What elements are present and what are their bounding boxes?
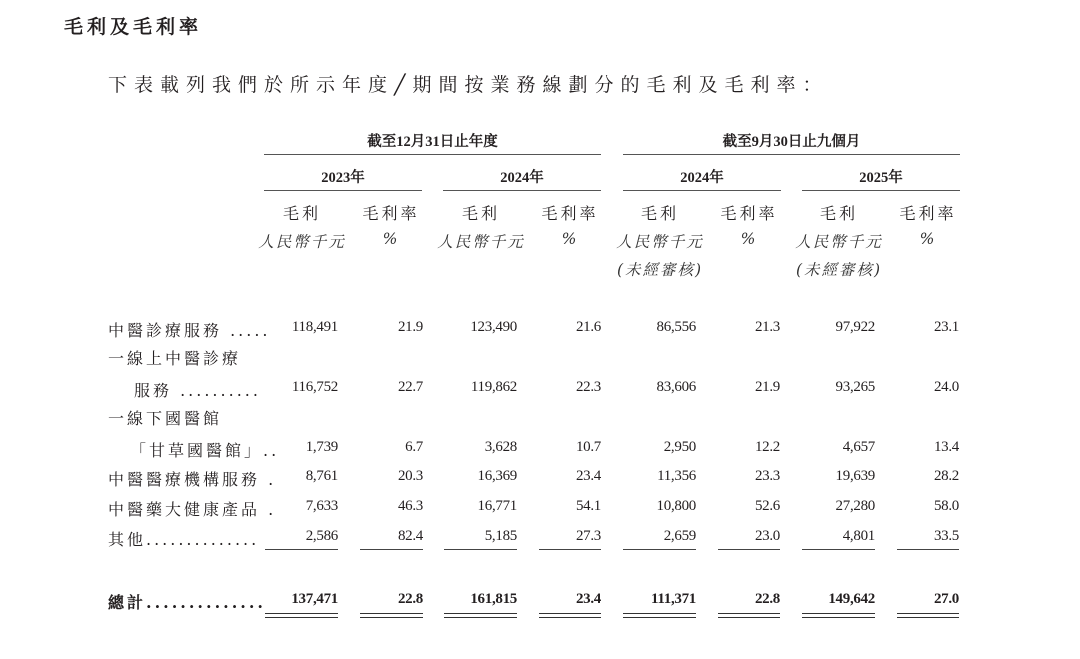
cell-value: 33.5	[933, 528, 959, 544]
col-header-margin: 毛利率	[720, 204, 778, 223]
cell-value: 93,265	[835, 379, 875, 395]
cell-value: 13.4	[933, 439, 959, 455]
cell-value: 83,606	[656, 379, 696, 395]
cell-value: 23.4	[575, 468, 601, 484]
cell-value: 19,639	[835, 468, 875, 484]
cell-value: 4,801	[842, 528, 875, 544]
total-double-rule	[360, 613, 423, 618]
cell-value: 12.2	[754, 439, 780, 455]
cell-value: 20.3	[397, 468, 423, 484]
divider	[623, 190, 781, 191]
col-header-margin: 毛利率	[899, 204, 957, 223]
col-header-profit: 毛利	[640, 204, 679, 223]
cell-value: 10,800	[656, 498, 696, 514]
unit-rmb-thousand: 人民幣千元	[795, 233, 883, 251]
cell-value: 2,586	[305, 528, 338, 544]
total-double-rule	[539, 613, 601, 618]
total-double-rule	[623, 613, 696, 618]
unit-percent: %	[740, 230, 758, 248]
unit-percent: %	[919, 230, 937, 248]
cell-value: 118,491	[291, 319, 338, 335]
total-value: 23.4	[575, 591, 601, 607]
cell-value: 21.9	[754, 379, 780, 395]
total-value: 27.0	[933, 591, 959, 607]
cell-value: 28.2	[933, 468, 959, 484]
subtotal-rule	[897, 549, 959, 550]
row-label-medical-institution: 中醫醫療機構服務 .	[108, 470, 277, 489]
cell-value: 54.1	[575, 498, 601, 514]
cell-value: 7,633	[305, 498, 338, 514]
total-double-rule	[444, 613, 517, 618]
total-value: 22.8	[754, 591, 780, 607]
col-header-margin: 毛利率	[362, 204, 420, 223]
cell-value: 22.7	[397, 379, 423, 395]
divider	[802, 190, 960, 191]
cell-value: 6.7	[405, 439, 423, 455]
cell-value: 24.0	[933, 379, 959, 395]
cell-value: 21.9	[397, 319, 423, 335]
subtotal-rule	[265, 549, 338, 550]
cell-value: 27,280	[835, 498, 875, 514]
cell-value: 23.1	[933, 319, 959, 335]
cell-value: 16,369	[477, 468, 517, 484]
cell-value: 16,771	[477, 498, 517, 514]
col-header-margin: 毛利率	[541, 204, 599, 223]
cell-value: 2,659	[663, 528, 696, 544]
cell-value: 58.0	[933, 498, 959, 514]
col-header-profit: 毛利	[461, 204, 500, 223]
cell-value: 21.6	[575, 319, 601, 335]
cell-value: 1,739	[305, 439, 338, 455]
total-double-rule	[802, 613, 875, 618]
group-header-nine-months: 截至9月30日止九個月	[722, 134, 861, 150]
unit-rmb-thousand: 人民幣千元	[616, 233, 704, 251]
cell-value: 23.3	[754, 468, 780, 484]
cell-value: 4,657	[842, 439, 875, 455]
cell-value: 2,950	[663, 439, 696, 455]
cell-value: 97,922	[835, 319, 875, 335]
cell-value: 46.3	[397, 498, 423, 514]
cell-value: 116,752	[291, 379, 338, 395]
cell-value: 21.3	[754, 319, 780, 335]
total-value: 149,642	[828, 591, 875, 607]
subtotal-rule	[718, 549, 780, 550]
intro-paragraph: 下表載列我們於所示年度╱期間按業務線劃分的毛利及毛利率：	[108, 74, 829, 96]
row-label-offline-clinics: 一線下國醫館	[108, 409, 223, 428]
row-label-gancao-clinics: 「甘草國醫館」..	[130, 441, 280, 460]
subtotal-rule	[360, 549, 423, 550]
cell-value: 86,556	[656, 319, 696, 335]
total-value: 22.8	[397, 591, 423, 607]
cell-value: 5,185	[484, 528, 517, 544]
cell-value: 123,490	[470, 319, 517, 335]
row-label-total: 總計..............	[108, 593, 266, 612]
col-header-profit: 毛利	[819, 204, 858, 223]
year-header-2024: 2024年	[500, 170, 544, 186]
col-header-profit: 毛利	[282, 204, 321, 223]
section-title: 毛利及毛利率	[64, 16, 203, 38]
cell-value: 10.7	[575, 439, 601, 455]
cell-value: 82.4	[397, 528, 423, 544]
cell-value: 11,356	[657, 468, 696, 484]
year-header-2023: 2023年	[321, 170, 365, 186]
unit-percent: %	[561, 230, 579, 248]
year-header-2024-9m: 2024年	[680, 170, 724, 186]
subtotal-rule	[539, 549, 601, 550]
unit-rmb-thousand: 人民幣千元	[437, 233, 525, 251]
year-header-2025-9m: 2025年	[859, 170, 903, 186]
cell-value: 3,628	[484, 439, 517, 455]
total-value: 161,815	[470, 591, 517, 607]
total-value: 137,471	[291, 591, 338, 607]
divider	[443, 190, 601, 191]
group-header-year-ended: 截至12月31日止年度	[367, 134, 498, 150]
divider	[264, 154, 601, 155]
cell-value: 119,862	[470, 379, 517, 395]
cell-value: 27.3	[575, 528, 601, 544]
subtotal-rule	[444, 549, 517, 550]
row-label-online-tcm-services: 服務 ..........	[134, 381, 261, 400]
total-value: 111,371	[651, 591, 696, 607]
row-label-health-products: 中醫藥大健康產品 .	[108, 500, 277, 519]
unaudited-note: (未經審核)	[795, 261, 883, 279]
subtotal-rule	[802, 549, 875, 550]
cell-value: 8,761	[305, 468, 338, 484]
cell-value: 23.0	[754, 528, 780, 544]
unaudited-note: (未經審核)	[616, 261, 704, 279]
cell-value: 52.6	[754, 498, 780, 514]
row-label-online-tcm: 一線上中醫診療	[108, 349, 242, 368]
unit-rmb-thousand: 人民幣千元	[258, 233, 346, 251]
unit-percent: %	[382, 230, 400, 248]
total-double-rule	[718, 613, 780, 618]
cell-value: 22.3	[575, 379, 601, 395]
total-double-rule	[265, 613, 338, 618]
subtotal-rule	[623, 549, 696, 550]
divider	[623, 154, 960, 155]
row-label-others: 其他..............	[108, 530, 260, 549]
row-label-tcm-diagnosis: 中醫診療服務 .....	[108, 321, 271, 340]
total-double-rule	[897, 613, 959, 618]
divider	[264, 190, 422, 191]
